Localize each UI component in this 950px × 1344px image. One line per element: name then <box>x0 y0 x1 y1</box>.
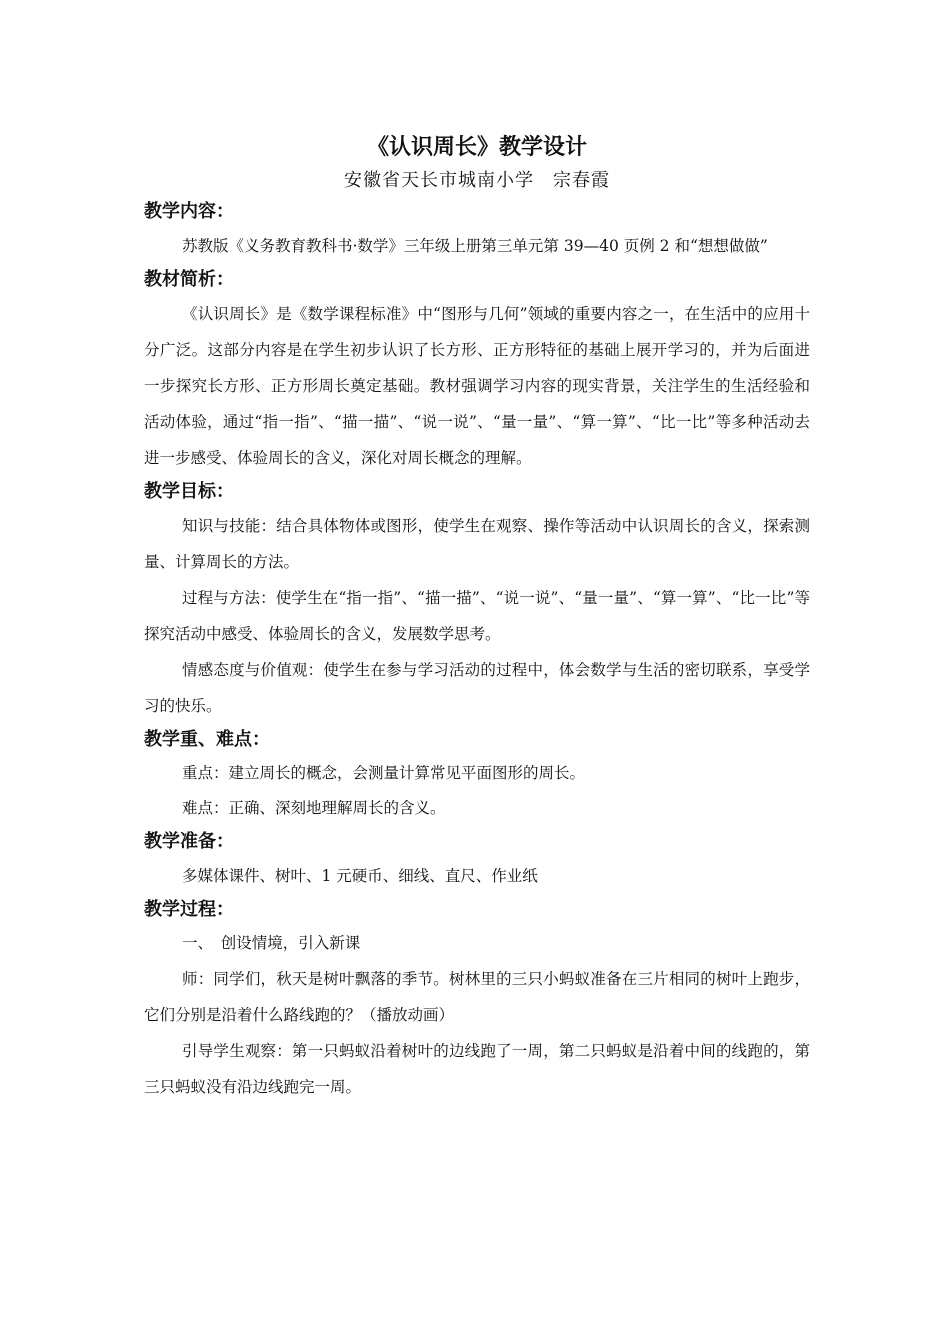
paragraph-process-teacher: 师：同学们，秋天是树叶飘落的季节。树林里的三只小蚂蚁准备在三片相同的树叶上跑步，它们分别是沿着什么路线跑的？（播放动画） <box>144 970 810 1024</box>
heading-teaching-process: 教学过程： <box>144 899 234 920</box>
paragraph-key-point: 重点：建立周长的概念，会测量计算常见平面图形的周长。 <box>182 764 586 782</box>
paragraph-goal-attitude: 情感态度与价值观：使学生在参与学习活动的过程中，体会数学与生活的密切联系，享受学习的快乐。 <box>144 661 810 715</box>
heading-teaching-content: 教学内容： <box>144 201 234 222</box>
paragraph-teaching-prep: 多媒体课件、树叶、1 元硬币、细线、直尺、作业纸 <box>182 867 538 885</box>
document-author: 安徽省天长市城南小学 宗春霞 <box>344 170 610 191</box>
paragraph-material-analysis: 《认识周长》是《数学课程标准》中“图形与几何”领域的重要内容之一，在生活中的应用十分广泛。这部分内容是在学生初步认识了长方形、正方形特征的基础上展开学习的，并为后面进一步探究长方形、正方形周长奠定基础。教材强调学习内容的现实背景，关注学生的生活经验和活动体验，通过“指一指”、“描一描”、“说一说”、“量一量”、“算一算”、“比一比”等多种活动去进一步感受、体验周长的含义，深化对周长概念的理解。 <box>144 305 810 467</box>
paragraph-process-step-one: 一、 创设情境，引入新课 <box>182 934 361 952</box>
heading-material-analysis: 教材简析： <box>144 269 234 290</box>
paragraph-process-observe: 引导学生观察：第一只蚂蚁沿着树叶的边线跑了一周，第二只蚂蚁是沿着中间的线跑的，第三只蚂蚁没有沿边线跑完一周。 <box>144 1042 810 1096</box>
paragraph-difficult-point: 难点：正确、深刻地理解周长的含义。 <box>182 799 446 817</box>
document-title: 《认识周长》教学设计 <box>366 135 587 160</box>
heading-key-points: 教学重、难点： <box>144 729 270 750</box>
heading-teaching-goals: 教学目标： <box>144 481 234 502</box>
document-page <box>144 130 810 1105</box>
paragraph-teaching-content: 苏教版《义务教育教科书·数学》三年级上册第三单元第 39—40 页例 2 和“想想做做” <box>182 237 768 255</box>
paragraph-goal-knowledge: 知识与技能：结合具体物体或图形，使学生在观察、操作等活动中认识周长的含义，探索测量、计算周长的方法。 <box>144 517 810 571</box>
paragraph-goal-process: 过程与方法：使学生在“指一指”、“描一描”、“说一说”、“量一量”、“算一算”、“比一比”等探究活动中感受、体验周长的含义，发展数学思考。 <box>144 589 810 643</box>
heading-teaching-prep: 教学准备： <box>144 831 234 852</box>
